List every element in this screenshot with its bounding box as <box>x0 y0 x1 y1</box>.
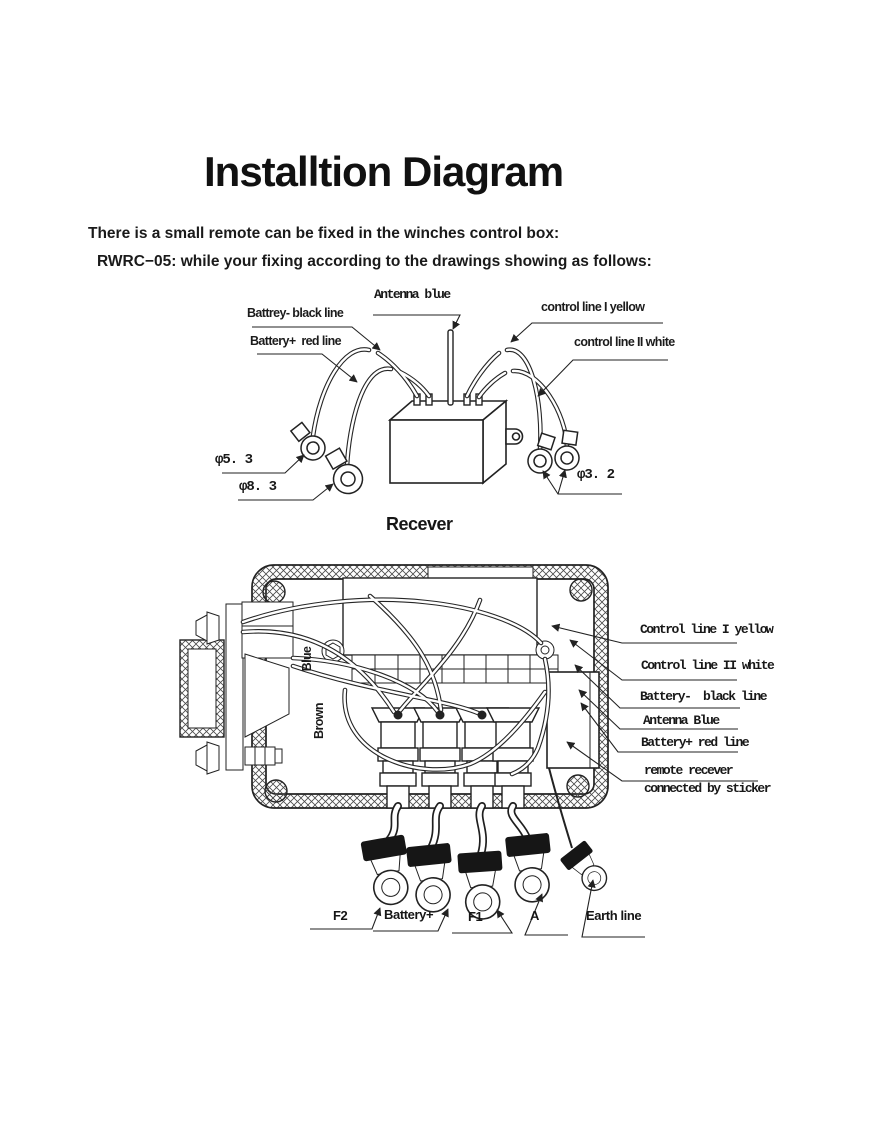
control-box-illustration <box>180 565 758 937</box>
diameter-3-2-label: φ3. 2 <box>577 467 615 483</box>
remote-receiver-label-line-1: remote recever <box>644 763 733 778</box>
blue-wire-label: Blue <box>300 646 314 672</box>
box-control-line-1-label: Control line I yellow <box>640 622 773 637</box>
terminal-f2-label: F2 <box>333 908 348 923</box>
intro-line-2: RWRC−05: while your fixing according to the drawings showing as follows: <box>97 253 652 270</box>
intro-line-1: There is a small remote can be fixed in the winches control box: <box>88 225 560 242</box>
receiver-box <box>390 401 523 483</box>
remote-receiver-board <box>547 672 599 768</box>
terminal-earth-label: Earth line <box>586 908 642 923</box>
box-antenna-label: Antenna Blue <box>643 713 719 728</box>
battery-negative-wire-label: Battrey- black line <box>247 306 344 320</box>
terminal-battery-positive-label: Battery+ <box>384 907 434 922</box>
terminal-a-label: A <box>530 908 539 923</box>
diameter-8-3-label: φ8. 3 <box>239 479 277 495</box>
control-line-2-label: control line II white <box>574 335 675 349</box>
terminal-f1-label: F1 <box>468 909 483 924</box>
antenna-wire <box>414 330 482 405</box>
page-title: Installtion Diagram <box>204 148 564 195</box>
diameter-5-3-label: φ5. 3 <box>215 452 253 468</box>
control-line-1-label: control line I yellow <box>541 300 645 314</box>
battery-positive-wire-label: Battery+ red line <box>250 334 341 348</box>
mounting-bracket <box>180 602 293 774</box>
box-battery-positive-label: Battery+ red line <box>641 735 749 750</box>
receiver-caption: Recever <box>386 514 453 534</box>
box-battery-negative-label: Battery- black line <box>640 689 767 704</box>
contactor-terminals <box>372 708 539 808</box>
antenna-wire-label: Antenna blue <box>374 287 450 302</box>
box-control-line-2-label: Control line II white <box>641 658 774 673</box>
brown-wire-label: Brown <box>312 703 326 739</box>
remote-receiver-label-line-2: connected by sticker <box>644 781 771 796</box>
